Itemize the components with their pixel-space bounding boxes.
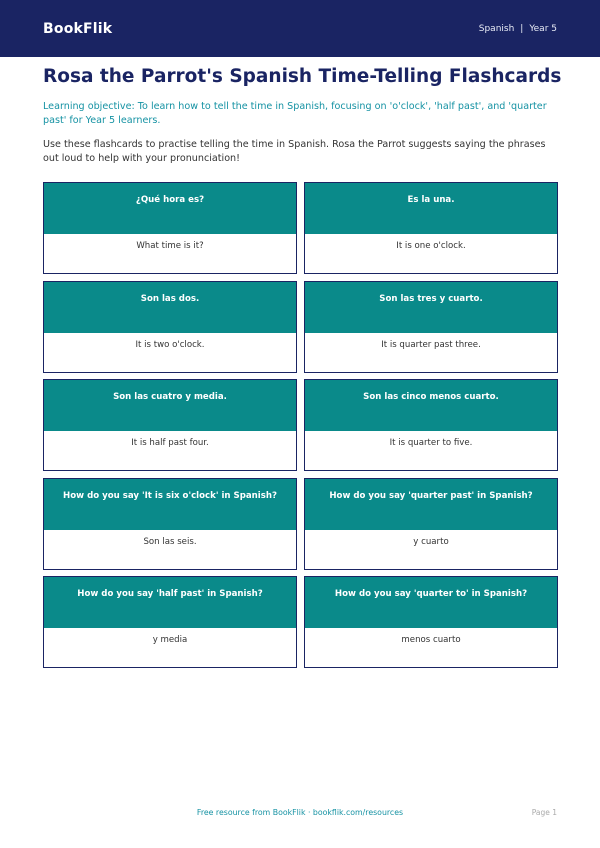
year-label: Year 5 — [529, 23, 557, 34]
subject-label: Spanish — [478, 23, 515, 34]
flashcard[interactable] — [43, 281, 297, 373]
learning-objective: Learning objective: To learn how to tell the time in Spanish, focusing on 'o'clock', 'half past', and 'quarter past' for Year 5 learners. — [43, 101, 547, 126]
flashcard-back: menos cuarto — [401, 635, 461, 645]
footer-credit[interactable]: Free resource from BookFlik · bookflik.com/resources — [196, 808, 404, 817]
meta-separator: | — [520, 23, 524, 34]
flashcard-front: Son las cuatro y media. — [44, 380, 296, 431]
brand-logo[interactable]: BookFlik — [43, 20, 113, 37]
flashcard-front: Es la una. — [305, 183, 557, 234]
flashcard[interactable] — [43, 478, 297, 570]
flashcard-front: Son las cinco menos cuarto. — [305, 380, 557, 431]
intro-text: Use these flashcards to practise telling the time in Spanish. Rosa the Parrot suggests saying the phrases out loud to help with your pronunciation! — [43, 139, 546, 164]
flashcard-front: How do you say 'half past' in Spanish? — [44, 577, 296, 628]
flashcard-back: It is two o'clock. — [135, 340, 205, 350]
flashcard-back: What time is it? — [136, 241, 204, 251]
flashcard[interactable] — [304, 379, 558, 471]
flashcard-front: Son las dos. — [44, 282, 296, 333]
flashcard-back: Son las seis. — [143, 537, 197, 547]
page-header — [0, 0, 600, 57]
flashcard[interactable] — [304, 576, 558, 668]
flashcard-back: It is quarter past three. — [381, 340, 481, 350]
page-number: Page 1 — [531, 808, 557, 817]
flashcard-front: How do you say 'It is six o'clock' in Spanish? — [44, 479, 296, 530]
flashcard-back: y media — [152, 635, 188, 645]
page-title: Rosa the Parrot's Spanish Time-Telling Flashcards — [43, 66, 562, 87]
flashcard-back: y cuarto — [413, 537, 449, 547]
header-meta — [479, 24, 557, 34]
flashcard-front: Son las tres y cuarto. — [305, 282, 557, 333]
flashcard[interactable] — [43, 576, 297, 668]
flashcard-back: It is quarter to five. — [389, 438, 473, 448]
flashcard-front: How do you say 'quarter past' in Spanish? — [305, 479, 557, 530]
flashcard[interactable] — [304, 281, 558, 373]
flashcard-front: ¿Qué hora es? — [44, 183, 296, 234]
flashcard-front: How do you say 'quarter to' in Spanish? — [305, 577, 557, 628]
flashcard[interactable] — [43, 379, 297, 471]
flashcard-back: It is half past four. — [131, 438, 209, 448]
flashcard-back: It is one o'clock. — [396, 241, 466, 251]
flashcard[interactable] — [304, 478, 558, 570]
flashcard[interactable] — [43, 182, 297, 274]
flashcard[interactable] — [304, 182, 558, 274]
